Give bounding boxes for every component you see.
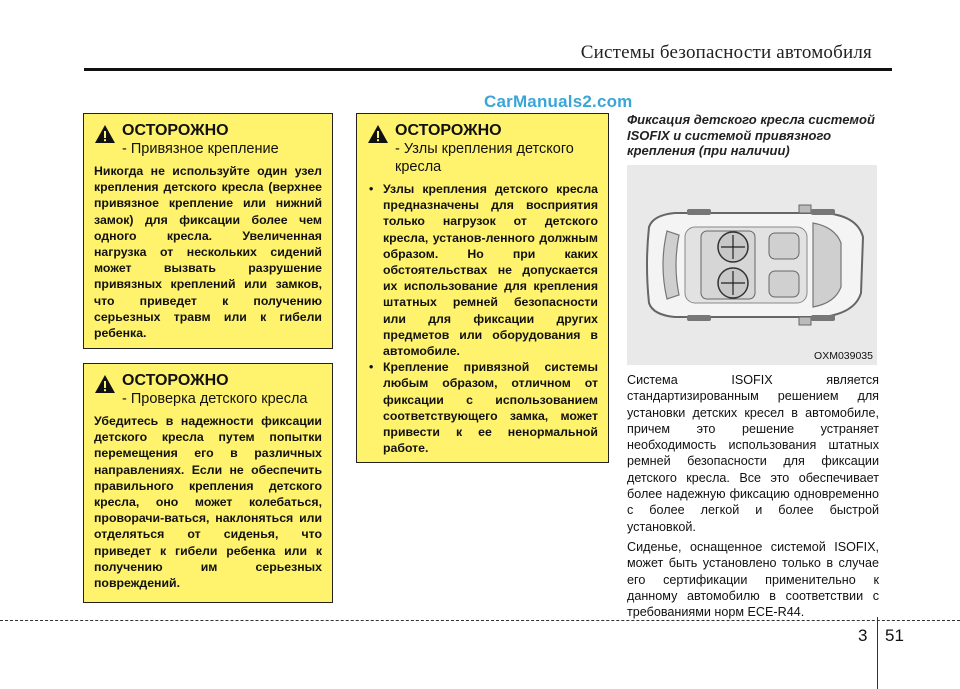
warning-subtitle: - Проверка детского кресла bbox=[122, 391, 308, 407]
warning-icon bbox=[367, 124, 389, 144]
body-text bbox=[627, 372, 879, 624]
header-rule bbox=[84, 68, 892, 71]
car-isofix-figure bbox=[627, 165, 877, 365]
warning-text: Убедитесь в надежности фиксации детского кресла путем попытки перемещения его в различных направлениях. Если не обеспечить правильного крепления детского кресла, оно может колебаться, проворачи-ваться, наклоняться или отделяться от сиденья, что приведет к гибели ребенка или к получению им серьезных повреждений. bbox=[94, 414, 322, 591]
chapter-number: 3 bbox=[858, 626, 868, 645]
warning-icon bbox=[94, 374, 116, 394]
car-top-view-illustration bbox=[627, 165, 877, 365]
warning-title: ОСТОРОЖНО bbox=[395, 122, 502, 139]
warning-subtitle: - Привязное крепление bbox=[122, 141, 279, 157]
footer-dashed-rule bbox=[0, 620, 960, 621]
figure-caption-block bbox=[627, 112, 879, 159]
page-number: 51 bbox=[885, 626, 904, 645]
footer-divider bbox=[877, 617, 878, 689]
warning-bullet: • Крепление привязной системы любым образом, отличном от фиксации с использованием соответствующего замка, может привести к ее ненормальной работе. bbox=[367, 359, 598, 456]
watermark-text[interactable]: CarManuals2.com bbox=[484, 92, 633, 111]
paragraph: Сиденье, оснащенное системой ISOFIX, может быть установлено только в случае его сертификации применительно к данному автомобилю в соответствии с требованиями норм ECE-R44. bbox=[627, 539, 879, 620]
warning-subtitle: - Узлы крепления детского кресла bbox=[395, 141, 574, 175]
warning-title: ОСТОРОЖНО bbox=[122, 372, 229, 389]
warning-title: ОСТОРОЖНО bbox=[122, 122, 229, 139]
figure-caption: Фиксация детского кресла системой ISOFIX и системой привязного крепления (при наличии) bbox=[627, 112, 875, 158]
paragraph: Система ISOFIX является стандартизированным решением для установки детских кресел в автомобиле, причем это решение устраняет необходимость использования штатных ремней безопасности для фиксации детского кресла. Все это обеспечивает более надежную фиксацию одновременно с более легкой и более быстрой установкой. bbox=[627, 373, 879, 534]
page-header-title: Системы безопасности автомобиля bbox=[580, 42, 872, 63]
warning-bullet: • Узлы крепления детского кресла предназначены для восприятия только нагрузок от детского кресла, установ-ленного должным образом. Но при каких обстоятельствах не допускается их использование для крепления штатных ремней безопасности или для фиксации других предметов или оборудования в автомобиле. bbox=[367, 181, 598, 359]
warning-box-anchor bbox=[83, 113, 333, 349]
warning-box-check bbox=[83, 363, 333, 603]
warning-text: Никогда не используйте один узел крепления детского кресла (верхнее привязное крепление или нижний замок) для фиксации более чем одного кресла. Увеличенная нагрузка от нескольких сидений может вызвать разрушение привязных креплений или замков, что приведет к получению серьезных травм или к гибели ребенка. bbox=[94, 164, 322, 341]
warning-bullets bbox=[367, 181, 598, 456]
figure-code: OXM039035 bbox=[814, 350, 873, 362]
warning-icon bbox=[94, 124, 116, 144]
warning-box-nodes bbox=[356, 113, 609, 463]
